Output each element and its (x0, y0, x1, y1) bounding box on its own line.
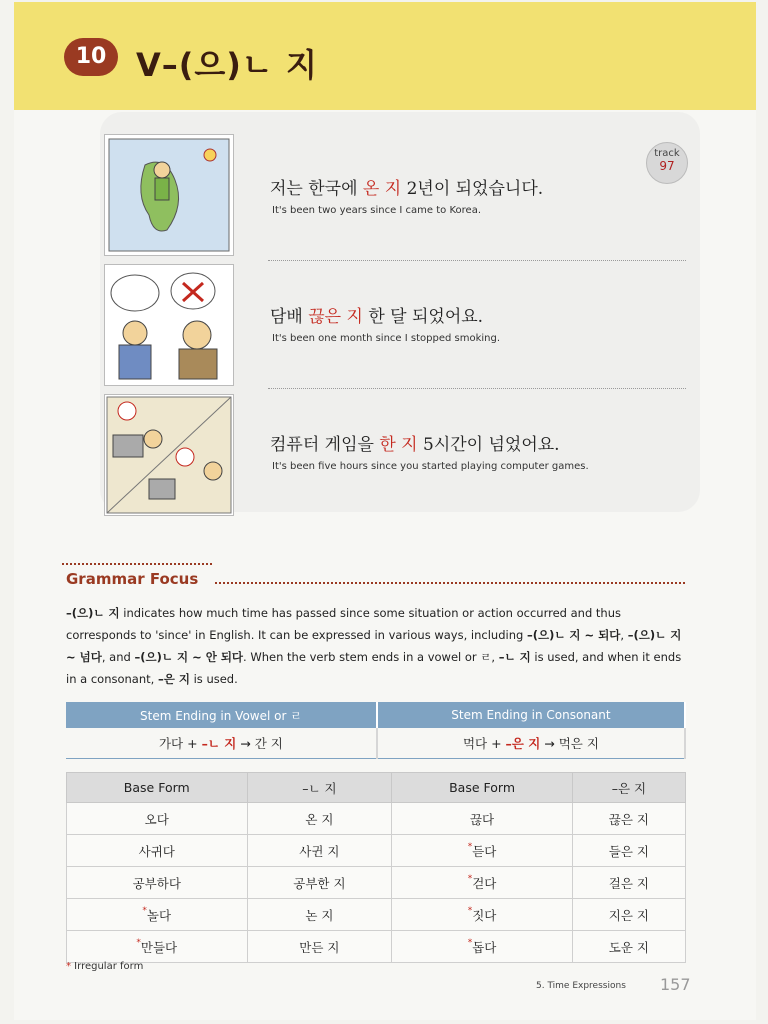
track-label: track (654, 148, 680, 159)
table-row (67, 867, 686, 899)
table-header: Base Form (67, 773, 248, 803)
table-cell: *듣다 (392, 835, 573, 867)
table-header: –ㄴ 지 (247, 773, 392, 803)
table-header: Base Form (392, 773, 573, 803)
grammar-focus-dots-top (62, 563, 212, 565)
table-header: Stem Ending in Vowel or ㄹ (66, 702, 377, 728)
grammar-focus-dots-line (215, 582, 685, 584)
table-cell: 지은 지 (572, 899, 685, 931)
header-band (14, 2, 756, 110)
conjugation-table (66, 772, 686, 963)
table-header: –은 지 (572, 773, 685, 803)
example-2-korean: 담배 끊은 지 한 달 되었어요. (270, 307, 484, 327)
table-cell: 만든 지 (247, 931, 392, 963)
table-row (67, 899, 686, 931)
table-row (67, 931, 686, 963)
page-number: 157 (660, 975, 691, 994)
footnote: * Irregular form (66, 961, 144, 972)
table-cell: *짓다 (392, 899, 573, 931)
track-badge (646, 142, 688, 184)
table-cell: 사귀다 (67, 835, 248, 867)
table-cell: *걷다 (392, 867, 573, 899)
table-cell: 끊다 (392, 803, 573, 835)
example-3-english: It's been five hours since you started playing computer games. (272, 461, 589, 472)
divider (268, 388, 686, 389)
grammar-focus-title: Grammar Focus (66, 570, 199, 588)
table-row (67, 835, 686, 867)
track-number: 97 (659, 159, 675, 173)
grammar-focus-body: –(으)ㄴ 지 indicates how much time has passed since some situation or action occurred and thus corresponds to 'since' in English. It can be expressed in various ways, including –(으)ㄴ 지 ~ 되다, –(으)ㄴ 지 ~ 넘다, and –(으)ㄴ 지 ~ 안 되다. When the verb stem ends in a vowel or ㄹ, –ㄴ 지 is used, and when it ends in a consonant, –은 지 is used. (66, 606, 682, 686)
stem-ending-table (66, 702, 686, 759)
table-cell: 걸은 지 (572, 867, 685, 899)
example-2-english: It's been one month since I stopped smoking. (272, 333, 501, 344)
table-cell: 들은 지 (572, 835, 685, 867)
table-header: Stem Ending in Consonant (377, 702, 685, 728)
table-cell: 공부하다 (67, 867, 248, 899)
lesson-number-badge: 10 (64, 38, 118, 76)
table-cell: 논 지 (247, 899, 392, 931)
footer-chapter: 5. Time Expressions (536, 981, 626, 991)
table-cell: 공부한 지 (247, 867, 392, 899)
table-cell: *놀다 (67, 899, 248, 931)
table-cell: *돕다 (392, 931, 573, 963)
example-3-korean: 컴퓨터 게임을 한 지 5시간이 넘었어요. (270, 435, 560, 455)
table-cell: 가다 + –ㄴ 지 → 간 지 (66, 728, 377, 759)
example-1-english: It's been two years since I came to Korea. (272, 205, 481, 216)
illustration-computer-game-icon (104, 394, 234, 516)
table-cell: 오다 (67, 803, 248, 835)
lesson-title: V–(으)ㄴ 지 (136, 46, 318, 84)
illustration-smoking-icon (104, 264, 234, 386)
divider (268, 260, 686, 261)
table-row (67, 803, 686, 835)
table-cell: 사귄 지 (247, 835, 392, 867)
table-cell: 도운 지 (572, 931, 685, 963)
table-cell: 먹다 + –은 지 → 먹은 지 (377, 728, 685, 759)
table-cell: 끊은 지 (572, 803, 685, 835)
illustration-map-icon (104, 134, 234, 256)
table-cell: *만들다 (67, 931, 248, 963)
table-cell: 온 지 (247, 803, 392, 835)
example-1-korean: 저는 한국에 온 지 2년이 되었습니다. (270, 179, 544, 199)
